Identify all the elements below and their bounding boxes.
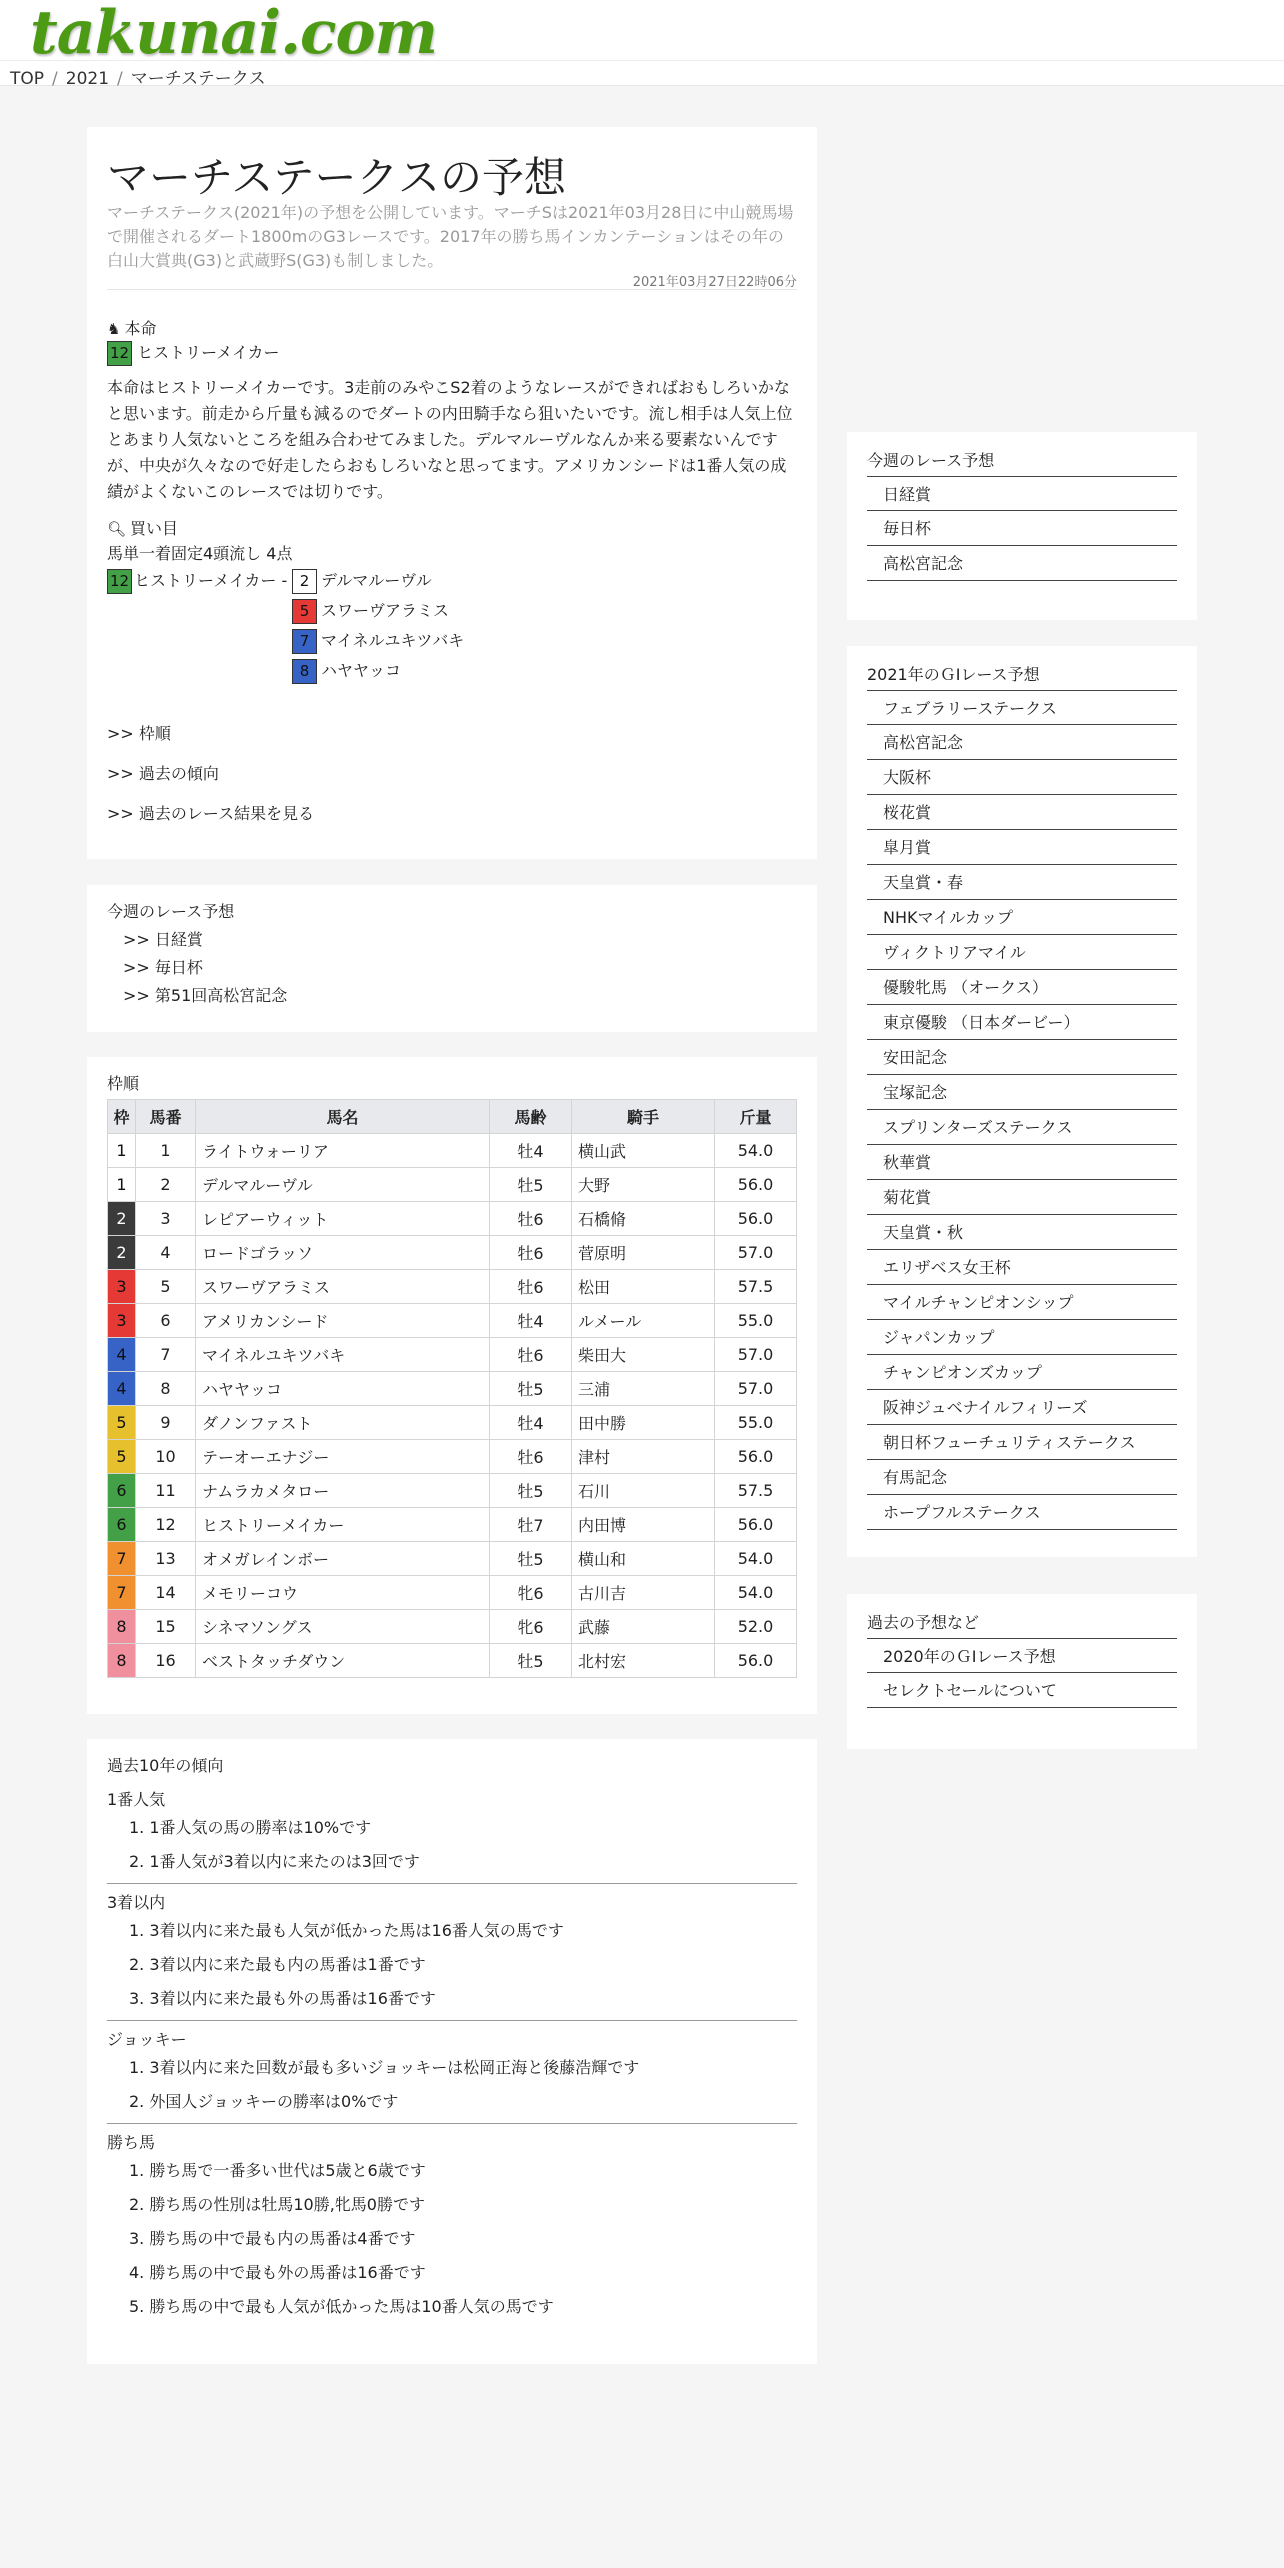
waku-cell: 4 <box>108 1338 136 1372</box>
column-header: 馬番 <box>136 1100 196 1134</box>
sidebar-this-week <box>847 432 1197 620</box>
jockey-cell: 柴田大 <box>572 1338 715 1372</box>
sidebar-item[interactable]: セレクトセールについて <box>867 1673 1177 1708</box>
horse-age-cell: 牡5 <box>490 1474 572 1508</box>
trend-group-label: 1番人気 <box>107 1790 166 1809</box>
weight-cell: 57.5 <box>715 1474 797 1508</box>
horse-age-cell: 牡6 <box>490 1338 572 1372</box>
table-row <box>108 1406 797 1440</box>
entries-title: 枠順 <box>107 1074 140 1093</box>
sidebar-week-title: 今週のレース予想 <box>867 451 995 470</box>
sidebar-item[interactable]: 大阪杯 <box>867 760 1177 795</box>
bet-label: 買い目 <box>130 519 179 538</box>
horse-number-badge: 8 <box>292 659 317 684</box>
trend-item: 1. 3着以内に来た最も人気が低かった馬は16番人気の馬です <box>129 1921 564 1940</box>
table-row <box>108 1338 797 1372</box>
site-header <box>0 0 1284 89</box>
page-title: マーチステークスの予想 <box>107 153 567 202</box>
horse-number-cell: 16 <box>136 1644 196 1678</box>
jockey-cell: 武藤 <box>572 1610 715 1644</box>
jockey-cell: 大野 <box>572 1168 715 1202</box>
trend-group <box>107 2027 797 2124</box>
horse-name-cell[interactable]: ヒストリーメイカー <box>196 1508 490 1542</box>
bet-type: 馬単一着固定4頭流し 4点 <box>107 544 293 563</box>
jockey-cell: 石川 <box>572 1474 715 1508</box>
honmei-heading <box>107 316 156 339</box>
waku-cell: 2 <box>108 1236 136 1270</box>
waku-cell: 7 <box>108 1542 136 1576</box>
column-header: 枠 <box>108 1100 136 1134</box>
breadcrumb-top[interactable]: TOP <box>10 69 45 89</box>
horse-name-cell[interactable]: レピアーウィット <box>196 1202 490 1236</box>
sidebar-g1-title: 2021年のＧⅠレース予想 <box>867 665 1040 684</box>
table-row <box>108 1542 797 1576</box>
sidebar-g1 <box>847 646 1197 1557</box>
search-icon: 🔍︎ <box>107 520 127 538</box>
sidebar-item[interactable]: エリザベス女王杯 <box>867 1250 1177 1285</box>
sidebar-past-title: 過去の予想など <box>867 1613 980 1632</box>
sidebar-item[interactable]: 安田記念 <box>867 1040 1177 1075</box>
trends-title: 過去10年の傾向 <box>107 1756 224 1775</box>
weight-cell: 56.0 <box>715 1508 797 1542</box>
jockey-cell: 津村 <box>572 1440 715 1474</box>
breadcrumb-year[interactable]: 2021 <box>65 69 110 89</box>
trend-group-label: ジョッキー <box>107 2030 187 2049</box>
waku-cell: 6 <box>108 1508 136 1542</box>
waku-cell: 3 <box>108 1270 136 1304</box>
trend-item: 1. 3着以内に来た回数が最も多いジョッキーは松岡正海と後藤浩輝です <box>129 2058 640 2077</box>
sidebar-item[interactable]: 東京優駿 （日本ダービー） <box>867 1005 1177 1040</box>
bet-axis-name: ヒストリーメイカー - <box>134 571 288 590</box>
horse-number-cell: 3 <box>136 1202 196 1236</box>
table-row <box>108 1644 797 1678</box>
this-week-link[interactable]: >> 日経賞 <box>123 930 203 949</box>
jockey-cell: ルメール <box>572 1304 715 1338</box>
sidebar-item[interactable]: マイルチャンピオンシップ <box>867 1285 1177 1320</box>
jockey-cell: 横山和 <box>572 1542 715 1576</box>
entries-table <box>107 1099 797 1678</box>
waku-cell: 1 <box>108 1134 136 1168</box>
horse-age-cell: 牡7 <box>490 1508 572 1542</box>
horse-age-cell: 牡4 <box>490 1406 572 1440</box>
horse-number-cell: 8 <box>136 1372 196 1406</box>
sidebar-item[interactable]: NHKマイルカップ <box>867 900 1177 935</box>
this-week-link[interactable]: >> 毎日杯 <box>123 958 203 977</box>
horse-name-cell[interactable]: マイネルユキツバキ <box>196 1338 490 1372</box>
horse-name-cell[interactable]: ハヤヤッコ <box>196 1372 490 1406</box>
trend-group-label: 3着以内 <box>107 1893 166 1912</box>
bet-axis-horse <box>107 568 287 594</box>
weight-cell: 56.0 <box>715 1440 797 1474</box>
weight-cell: 56.0 <box>715 1644 797 1678</box>
sidebar-item[interactable]: 有馬記念 <box>867 1460 1177 1495</box>
weight-cell: 52.0 <box>715 1610 797 1644</box>
table-row <box>108 1610 797 1644</box>
horse-name-cell[interactable]: ナムラカメタロー <box>196 1474 490 1508</box>
table-row <box>108 1236 797 1270</box>
trend-item: 5. 勝ち馬の中で最も人気が低かった馬は10番人気の馬です <box>129 2297 554 2316</box>
waku-cell: 7 <box>108 1576 136 1610</box>
trend-item: 1. 1番人気の馬の勝率は10%です <box>129 1818 372 1837</box>
sidebar-item[interactable]: 朝日杯フューチュリティステークス <box>867 1425 1177 1460</box>
horse-number-cell: 10 <box>136 1440 196 1474</box>
sidebar-item[interactable]: ジャパンカップ <box>867 1320 1177 1355</box>
sidebar-item[interactable]: 2020年のＧⅠレース予想 <box>867 1638 1177 1673</box>
breadcrumb-separator: / <box>117 69 123 89</box>
trend-group <box>107 2130 797 2328</box>
horse-number-badge: 12 <box>107 569 132 594</box>
sidebar-week-list <box>867 476 1177 581</box>
weight-cell: 57.0 <box>715 1338 797 1372</box>
horse-number-cell: 14 <box>136 1576 196 1610</box>
bet-partner <box>292 568 464 598</box>
weight-cell: 54.0 <box>715 1542 797 1576</box>
horse-number-cell: 12 <box>136 1508 196 1542</box>
trend-item: 1. 勝ち馬で一番多い世代は5歳と6歳です <box>129 2161 426 2180</box>
weight-cell: 54.0 <box>715 1576 797 1610</box>
table-row <box>108 1304 797 1338</box>
horse-number-badge: 7 <box>292 629 317 654</box>
sidebar-item[interactable]: 宝塚記念 <box>867 1075 1177 1110</box>
bet-partner-name: スワーヴアラミス <box>321 601 450 620</box>
sidebar-item[interactable]: 菊花賞 <box>867 1180 1177 1215</box>
horse-age-cell: 牡6 <box>490 1202 572 1236</box>
waku-cell: 3 <box>108 1304 136 1338</box>
horse-name-cell[interactable]: ダノンファスト <box>196 1406 490 1440</box>
horse-age-cell: 牝6 <box>490 1610 572 1644</box>
table-row <box>108 1474 797 1508</box>
column-header: 斤量 <box>715 1100 797 1134</box>
weight-cell: 57.0 <box>715 1372 797 1406</box>
sidebar-item[interactable]: 天皇賞・春 <box>867 865 1177 900</box>
horse-age-cell: 牝6 <box>490 1576 572 1610</box>
sidebar-item[interactable]: スプリンターズステークス <box>867 1110 1177 1145</box>
horse-name-cell[interactable]: スワーヴアラミス <box>196 1270 490 1304</box>
bet-partner <box>292 628 464 658</box>
weight-cell: 55.0 <box>715 1406 797 1440</box>
horse-age-cell: 牡5 <box>490 1542 572 1576</box>
this-week-card <box>87 885 817 1032</box>
horse-name-cell[interactable]: ベストタッチダウン <box>196 1644 490 1678</box>
table-header-row <box>108 1100 797 1134</box>
waku-cell: 5 <box>108 1406 136 1440</box>
trend-item: 2. 外国人ジョッキーの勝率は0%です <box>129 2092 399 2111</box>
sidebar-past-list <box>867 1638 1177 1708</box>
horse-name-cell[interactable]: シネマソングス <box>196 1610 490 1644</box>
entries-table-body <box>108 1134 797 1678</box>
sidebar-item[interactable]: チャンピオンズカップ <box>867 1355 1177 1390</box>
sidebar-item[interactable]: 毎日杯 <box>867 511 1177 546</box>
jockey-cell: 松田 <box>572 1270 715 1304</box>
horse-age-cell: 牡5 <box>490 1372 572 1406</box>
waku-cell: 5 <box>108 1440 136 1474</box>
bet-partner-list <box>292 568 464 688</box>
weight-cell: 56.0 <box>715 1202 797 1236</box>
prediction-comment: 本命はヒストリーメイカーです。3走前のみやこS2着のようなレースができればおもしろいかなと思います。前走から斤量も減るのでダートの内田騎手なら狙いたいです。流し相手は人気上位とあまり人気ないところを組み合わせてみました。デルマルーヴルなんか来る要素ないんですが、中央が久々なので好走したらおもしろいなと思ってます。アメリカンシードは1番人気の成績がよくないこのレースでは切りです。 <box>107 378 793 501</box>
bet-partner-name: ハヤヤッコ <box>321 661 402 680</box>
horse-name-cell[interactable]: メモリーコウ <box>196 1576 490 1610</box>
waku-cell: 6 <box>108 1474 136 1508</box>
trend-item: 2. 勝ち馬の性別は牡馬10勝,牝馬0勝です <box>129 2195 425 2214</box>
waku-cell: 8 <box>108 1644 136 1678</box>
sidebar-item[interactable]: 桜花賞 <box>867 795 1177 830</box>
header-divider <box>0 60 1284 61</box>
sidebar-item[interactable]: 秋華賞 <box>867 1145 1177 1180</box>
link-past-results[interactable]: >> 過去のレース結果を見る <box>107 804 315 823</box>
horse-age-cell: 牡6 <box>490 1270 572 1304</box>
jockey-cell: 古川吉 <box>572 1576 715 1610</box>
table-row <box>108 1576 797 1610</box>
horse-number-cell: 4 <box>136 1236 196 1270</box>
weight-cell: 57.5 <box>715 1270 797 1304</box>
table-row <box>108 1168 797 1202</box>
article-lead: マーチステークス(2021年)の予想を公開しています。マーチSは2021年03月28日に中山競馬場で開催されるダート1800mのG3レースです。2017年の勝ち馬インカンテーションはその年の白山大賞典(G3)と武蔵野S(G3)も制しました。 <box>107 203 794 270</box>
horse-number-cell: 6 <box>136 1304 196 1338</box>
horse-number-cell: 15 <box>136 1610 196 1644</box>
breadcrumb <box>10 64 266 89</box>
horse-number-badge: 12 <box>107 341 132 366</box>
sidebar-item[interactable]: 阪神ジュベナイルフィリーズ <box>867 1390 1177 1425</box>
column-header: 馬齢 <box>490 1100 572 1134</box>
jockey-cell: 三浦 <box>572 1372 715 1406</box>
table-row <box>108 1440 797 1474</box>
sidebar-item[interactable]: ホープフルステークス <box>867 1495 1177 1530</box>
weight-cell: 57.0 <box>715 1236 797 1270</box>
entries-card <box>87 1057 817 1714</box>
horse-number-cell: 7 <box>136 1338 196 1372</box>
trend-group <box>107 1890 797 2021</box>
jockey-cell: 菅原明 <box>572 1236 715 1270</box>
honmei-horse-name: ヒストリーメイカー <box>137 343 280 362</box>
horse-name-cell[interactable]: ライトウォーリア <box>196 1134 490 1168</box>
post-date: 2021年03月27日22時06分 <box>632 275 797 290</box>
bet-partner <box>292 658 464 688</box>
horse-age-cell: 牡5 <box>490 1168 572 1202</box>
title-divider <box>107 289 797 290</box>
site-logo[interactable]: takunai.com <box>30 0 438 68</box>
horse-name-cell[interactable]: ロードゴラッソ <box>196 1236 490 1270</box>
table-row <box>108 1134 797 1168</box>
jockey-cell: 石橋脩 <box>572 1202 715 1236</box>
jockey-cell: 北村宏 <box>572 1644 715 1678</box>
horse-number-cell: 11 <box>136 1474 196 1508</box>
sidebar-item[interactable]: 皐月賞 <box>867 830 1177 865</box>
horse-number-cell: 13 <box>136 1542 196 1576</box>
sidebar-item[interactable]: 優駿牝馬 （オークス） <box>867 970 1177 1005</box>
bet-partner <box>292 598 464 628</box>
sidebar-item[interactable]: 高松宮記念 <box>867 546 1177 581</box>
horse-age-cell: 牡4 <box>490 1304 572 1338</box>
trend-group-label: 勝ち馬 <box>107 2133 156 2152</box>
weight-cell: 55.0 <box>715 1304 797 1338</box>
column-header: 騎手 <box>572 1100 715 1134</box>
link-past-trends[interactable]: >> 過去の傾向 <box>107 764 219 783</box>
horse-age-cell: 牡5 <box>490 1644 572 1678</box>
link-entries[interactable]: >> 枠順 <box>107 724 171 743</box>
sidebar-item[interactable]: 天皇賞・秋 <box>867 1215 1177 1250</box>
bet-partner-name: デルマルーヴル <box>321 571 432 590</box>
prediction-card <box>87 127 817 859</box>
sidebar-item[interactable]: 高松宮記念 <box>867 725 1177 760</box>
trend-group <box>107 1787 797 1884</box>
horse-number-cell: 2 <box>136 1168 196 1202</box>
trends-list <box>107 1787 797 2334</box>
sidebar-item[interactable]: フェブラリーステークス <box>867 690 1177 725</box>
horse-number-badge: 5 <box>292 599 317 624</box>
breadcrumb-current: マーチステークス <box>130 69 266 89</box>
table-row <box>108 1270 797 1304</box>
horse-age-cell: 牡6 <box>490 1440 572 1474</box>
sidebar-item[interactable]: 日経賞 <box>867 476 1177 511</box>
waku-cell: 1 <box>108 1168 136 1202</box>
waku-cell: 8 <box>108 1610 136 1644</box>
horse-name-cell[interactable]: アメリカンシード <box>196 1304 490 1338</box>
trend-item: 3. 3着以内に来た最も外の馬番は16番です <box>129 1989 436 2008</box>
trend-item: 4. 勝ち馬の中で最も外の馬番は16番です <box>129 2263 426 2282</box>
jockey-cell: 内田博 <box>572 1508 715 1542</box>
table-row <box>108 1372 797 1406</box>
horse-age-cell: 牡6 <box>490 1236 572 1270</box>
bet-partner-name: マイネルユキツバキ <box>321 631 465 650</box>
horse-name-cell[interactable]: テーオーエナジー <box>196 1440 490 1474</box>
trend-item: 2. 1番人気が3着以内に来たのは3回です <box>129 1852 420 1871</box>
sidebar-g1-list <box>867 690 1177 1530</box>
horse-icon: ♞ <box>107 320 121 338</box>
bet-heading <box>107 516 178 539</box>
horse-name-cell[interactable]: オメガレインボー <box>196 1542 490 1576</box>
sidebar-item[interactable]: ヴィクトリアマイル <box>867 935 1177 970</box>
this-week-title: 今週のレース予想 <box>107 902 235 921</box>
horse-age-cell: 牡4 <box>490 1134 572 1168</box>
horse-name-cell[interactable]: デルマルーヴル <box>196 1168 490 1202</box>
jockey-cell: 横山武 <box>572 1134 715 1168</box>
sidebar-past <box>847 1594 1197 1749</box>
jockey-cell: 田中勝 <box>572 1406 715 1440</box>
honmei-label: 本命 <box>124 319 157 338</box>
column-header: 馬名 <box>196 1100 490 1134</box>
waku-cell: 2 <box>108 1202 136 1236</box>
trends-card <box>87 1739 817 2364</box>
horse-number-badge: 2 <box>292 569 317 594</box>
weight-cell: 56.0 <box>715 1168 797 1202</box>
trend-item: 3. 勝ち馬の中で最も内の馬番は4番です <box>129 2229 416 2248</box>
weight-cell: 54.0 <box>715 1134 797 1168</box>
table-row <box>108 1508 797 1542</box>
horse-number-cell: 9 <box>136 1406 196 1440</box>
honmei-horse <box>107 340 280 366</box>
horse-number-cell: 5 <box>136 1270 196 1304</box>
trend-item: 2. 3着以内に来た最も内の馬番は1番です <box>129 1955 426 1974</box>
table-row <box>108 1202 797 1236</box>
breadcrumb-separator: / <box>52 69 58 89</box>
this-week-list <box>123 927 287 1011</box>
waku-cell: 4 <box>108 1372 136 1406</box>
this-week-link[interactable]: >> 第51回高松宮記念 <box>123 986 288 1005</box>
horse-number-cell: 1 <box>136 1134 196 1168</box>
